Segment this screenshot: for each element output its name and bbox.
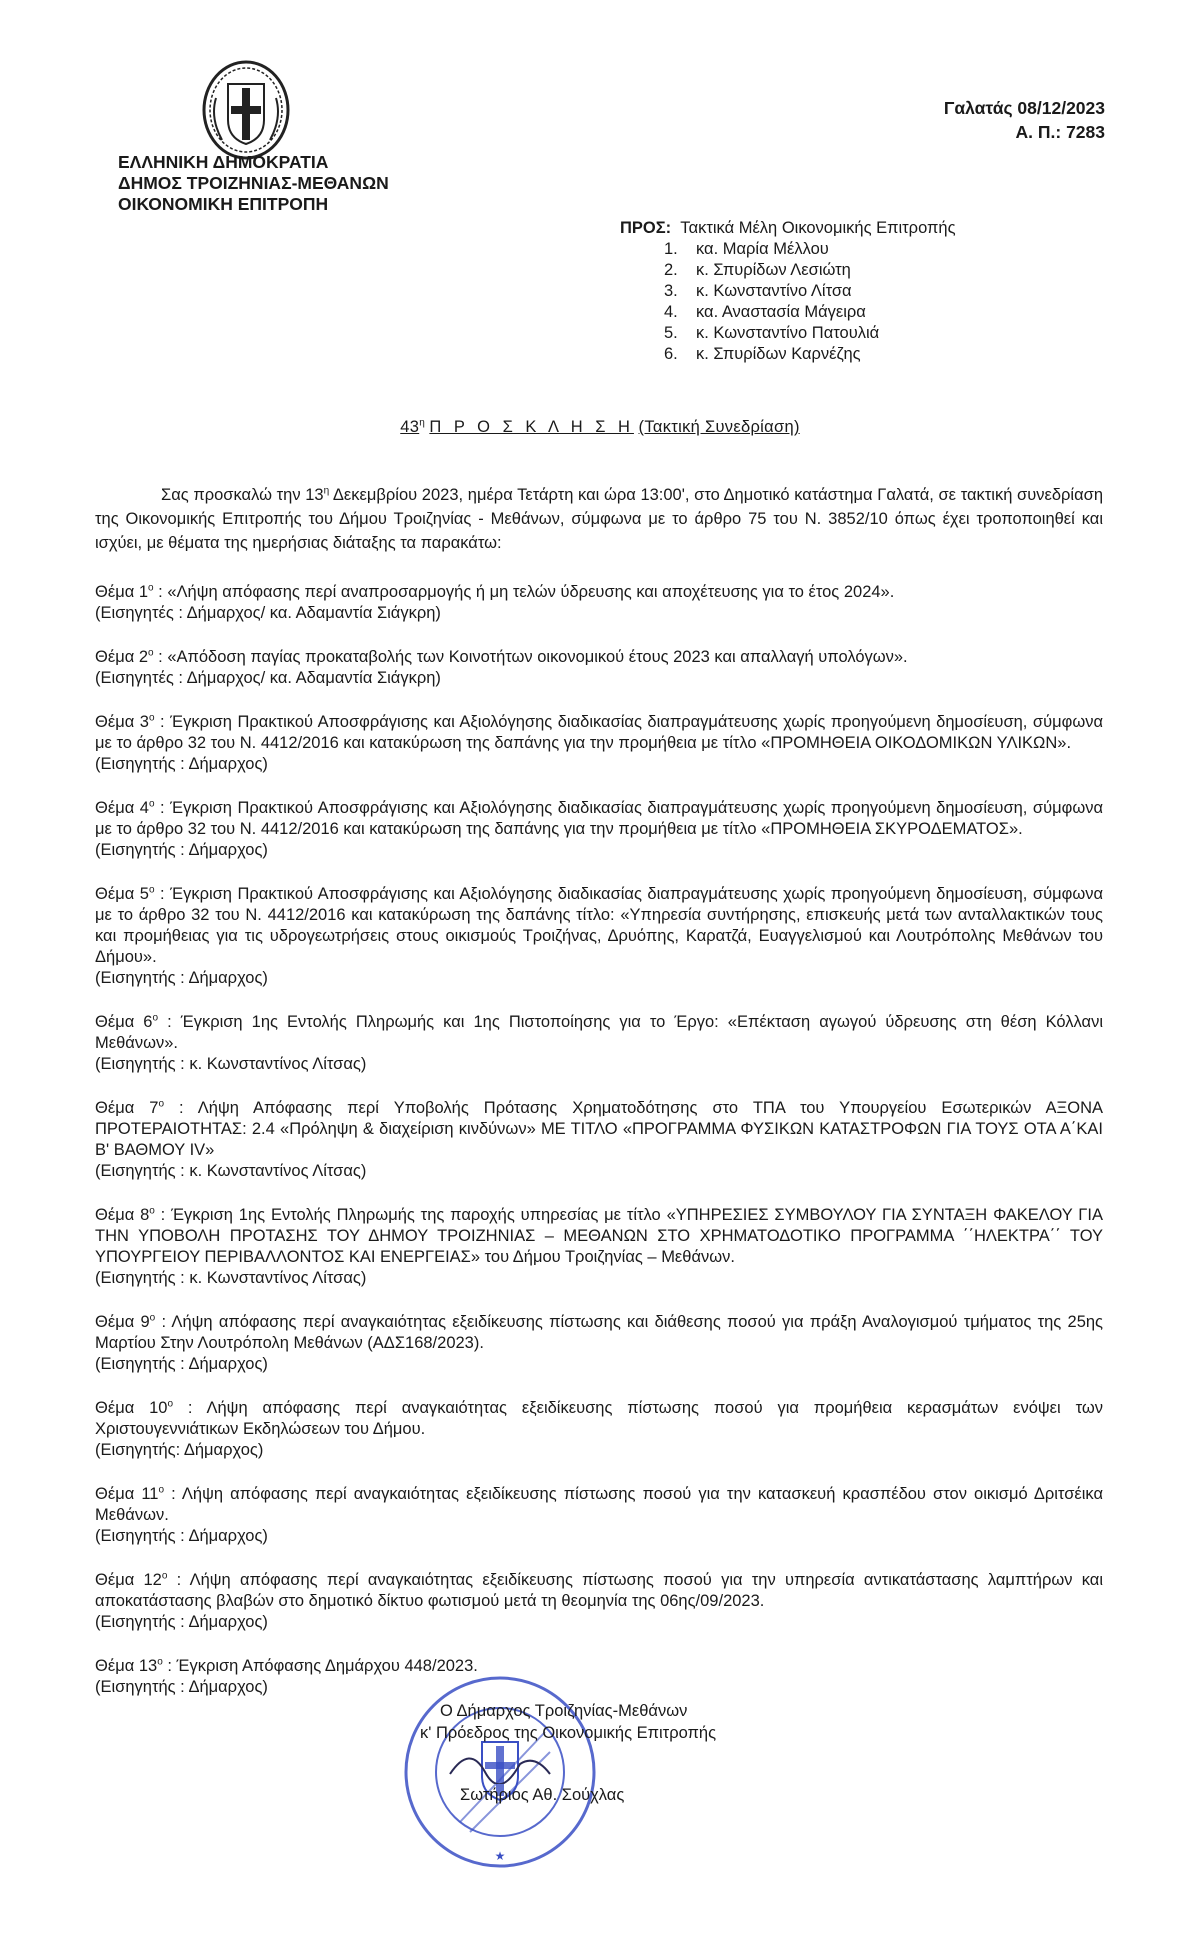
- topic-label: Θέμα 13: [95, 1657, 158, 1675]
- topic-label: Θέμα 12: [95, 1571, 162, 1589]
- recipient-item: [620, 302, 956, 323]
- date-protocol-block: [944, 96, 1105, 144]
- topic-label: Θέμα 6: [95, 1013, 153, 1031]
- topic-body: : Λήψη απόφασης περί αναγκαιότητας εξειδίκευσης πίστωσης ποσού για την κατασκευή κρασπέδου στον οικισμό Δριτσέικα Μεθάνων.: [95, 1485, 1104, 1524]
- topic-rapporteur: (Εισηγητής : κ. Κωνσταντίνος Λίτσας): [95, 1269, 367, 1287]
- topic-label-sup: ο: [152, 1012, 159, 1024]
- agenda-topic: [95, 1484, 1103, 1547]
- topic-label-sup: ο: [149, 1205, 155, 1217]
- topic-label: Θέμα 2: [95, 648, 148, 666]
- protocol-number: Α. Π.: 7283: [1015, 122, 1105, 142]
- topic-label-sup: ο: [157, 1656, 163, 1668]
- signature-line-2: κ' Πρόεδρος της Οικονομικής Επιτροπής: [420, 1724, 717, 1742]
- topic-text: [95, 1098, 1103, 1161]
- agenda-topic: [95, 1098, 1103, 1182]
- topic-label-sup: ο: [148, 798, 155, 810]
- recipient-number: 5.: [664, 324, 678, 342]
- agenda-topic: [95, 1012, 1103, 1075]
- topic-label-sup: ο: [158, 1098, 165, 1110]
- recipient-name: κ. Κωνσταντίνο Λίτσα: [696, 282, 852, 300]
- topic-text: [95, 1312, 1103, 1354]
- topic-label: Θέμα 7: [95, 1099, 159, 1117]
- topic-rapporteur: (Εισηγητής : Δήμαρχος): [95, 969, 268, 987]
- recipients-title: Τακτικά Μέλη Οικονομικής Επιτροπής: [680, 219, 956, 237]
- recipients-block: [620, 218, 956, 365]
- topic-label-sup: ο: [149, 1312, 156, 1324]
- agenda-topic: [95, 712, 1103, 775]
- topic-body: : «Λήψη απόφασης περί αναπροσαρμογής ή μη τελών ύδρευσης και αποχέτευσης για το έτος 2024».: [153, 583, 895, 601]
- recipient-name: κα. Αναστασία Μάγειρα: [696, 303, 866, 321]
- issuer-block: [118, 152, 389, 215]
- agenda-topic: [95, 582, 1103, 624]
- topic-label: Θέμα 10: [95, 1399, 168, 1417]
- recipient-number: 3.: [664, 282, 678, 300]
- topic-text: [95, 1570, 1103, 1612]
- intro-paragraph: [95, 483, 1103, 555]
- topic-label-sup: ο: [148, 712, 155, 724]
- signature-line-1: Ο Δήμαρχος Τροιζηνίας-Μεθάνων: [440, 1702, 688, 1720]
- agenda-topic: [95, 1570, 1103, 1633]
- topic-rapporteur: (Εισηγητής : Δήμαρχος): [95, 1355, 268, 1373]
- recipient-item: [620, 344, 956, 365]
- recipients-label: ΠΡΟΣ:: [620, 219, 672, 237]
- topic-rapporteur: (Εισηγητής : Δήμαρχος): [95, 1527, 268, 1545]
- topic-body: : Έγκριση Πρακτικού Αποσφράγισης και Αξιολόγησης διαδικασίας διαπραγμάτευσης χωρίς προηγούμενη δημοσίευση, σύμφωνα με το άρθρο 32 του Ν. 4412/2016 και κατακύρωση της δαπάνης τίτλο: «Υπηρεσία συντήρησης, επισκευής μετά των ανταλλακτικών τους και προμήθειας για τις υδρογεωτρήσεις στους οικισμούς Τροιζήνας, Δρυόπης, Καρατζά, Ευαγγελισμού και Λουτρόπολης Μεθάνων του Δήμου».: [95, 885, 1103, 966]
- recipient-number: 1.: [664, 240, 678, 258]
- topic-label-sup: ο: [167, 1398, 174, 1410]
- topic-rapporteur: (Εισηγητής : Δήμαρχος): [95, 1678, 268, 1696]
- topic-text: [95, 582, 1103, 603]
- topic-body: : Έγκριση Απόφασης Δημάρχου 448/2023.: [162, 1657, 478, 1675]
- agenda-topic: [95, 1205, 1103, 1289]
- recipients-list: [620, 239, 956, 365]
- recipient-item: [620, 239, 956, 260]
- recipient-item: [620, 281, 956, 302]
- intro-text-a: Σας προσκαλώ την 13: [161, 486, 324, 504]
- coat-of-arms-emblem: [200, 58, 292, 162]
- intro-sup: η: [323, 485, 330, 497]
- issuer-line-3: ΟΙΚΟΝΟΜΙΚΗ ΕΠΙΤΡΟΠΗ: [118, 194, 329, 214]
- title-sup: η: [419, 417, 425, 429]
- topic-label-sup: ο: [158, 1484, 165, 1496]
- recipient-number: 6.: [664, 345, 678, 363]
- topic-body: : Λήψη απόφασης περί αναγκαιότητας εξειδίκευσης πίστωσης και διάθεσης ποσού για πράξη Αναλογισμού τμήματος της 25ης Μαρτίου Στην Λουτρόπολη Μεθάνων (ΑΔΣ168/2023).: [95, 1313, 1103, 1352]
- topic-label-sup: ο: [148, 647, 154, 659]
- topic-body: : Λήψη απόφασης περί αναγκαιότητας εξειδίκευσης πίστωσης ποσού για προμήθεια κερασμάτων ενόψει των Χριστουγεννιάτικων Εκδηλώσεων του Δήμου.: [95, 1399, 1103, 1438]
- topic-rapporteur: (Εισηγητής : Δήμαρχος): [95, 841, 268, 859]
- topic-rapporteur: (Εισηγητές : Δήμαρχος/ κα. Αδαμαντία Σιάγκρη): [95, 669, 441, 687]
- signature-block: [420, 1700, 717, 1806]
- topic-label: Θέμα 5: [95, 885, 149, 903]
- recipient-number: 2.: [664, 261, 678, 279]
- agenda-topic: [95, 798, 1103, 861]
- topic-rapporteur: (Εισηγητής : Δήμαρχος): [95, 755, 268, 773]
- topic-body: : Έγκριση Πρακτικού Αποσφράγισης και Αξιολόγησης διαδικασίας διαπραγμάτευσης χωρίς προηγούμενη δημοσίευση, σύμφωνα με το άρθρο 32 του Ν. 4412/2016 και κατακύρωση της δαπάνης για την προμήθεια με τίτλο «ΠΡΟΜΗΘΕΙΑ ΣΚΥΡΟΔΕΜΑΤΟΣ».: [95, 799, 1103, 838]
- recipient-number: 4.: [664, 303, 678, 321]
- topic-body: : Έγκριση Πρακτικού Αποσφράγισης και Αξιολόγησης διαδικασίας διαπραγμάτευσης χωρίς προηγούμενη δημοσίευση, σύμφωνα με το άρθρο 32 του Ν. 4412/2016 και κατακύρωση της δαπάνης για την προμήθεια με τίτλο «ΠΡΟΜΗΘΕΙΑ ΟΙΚΟΔΟΜΙΚΩΝ ΥΛΙΚΩΝ».: [95, 713, 1103, 752]
- topic-label: Θέμα 9: [95, 1313, 150, 1331]
- recipients-heading: [620, 218, 956, 239]
- recipient-name: κα. Μαρία Μέλλου: [696, 240, 829, 258]
- recipient-name: κ. Κωνσταντίνο Πατουλιά: [696, 324, 880, 342]
- topic-body: : «Απόδοση παγίας προκαταβολής των Κοινοτήτων οικονομικού έτους 2023 και απαλλαγή υπολόγων».: [153, 648, 908, 666]
- signature-scribble: [440, 1744, 716, 1784]
- topic-text: [95, 884, 1103, 968]
- agenda-topic: [95, 884, 1103, 989]
- svg-text:★: ★: [494, 1849, 506, 1863]
- topic-label: Θέμα 3: [95, 713, 149, 731]
- agenda-topic: [95, 1312, 1103, 1375]
- topic-body: : Λήψη απόφασης περί αναγκαιότητας εξειδίκευσης πίστωσης ποσού για την υπηρεσία αντικατάστασης λαμπτήρων και αποκατάστασης βλαβών στο δημοτικό δίκτυο φωτισμού μετά τη θεομηνία της 06ης/09/2023.: [95, 1571, 1103, 1610]
- topic-label-sup: ο: [161, 1570, 168, 1582]
- title-number: 43: [400, 418, 420, 436]
- topic-label-sup: ο: [148, 582, 154, 594]
- topic-label: Θέμα 11: [95, 1485, 159, 1503]
- topic-label: Θέμα 8: [95, 1206, 150, 1224]
- title-subtitle: (Τακτική Συνεδρίαση): [638, 418, 800, 436]
- topic-body: : Έγκριση 1ης Εντολής Πληρωμής της παροχής υπηρεσίας με τίτλο «ΥΠΗΡΕΣΙΕΣ ΣΥΜΒΟΥΛΟΥ ΓΙΑ ΣΥΝΤΑΞΗ ΦΑΚΕΛΟΥ ΓΙΑ ΤΗΝ ΥΠΟΒΟΛΗ ΠΡΟΤΑΣΗΣ ΤΟΥ ΔΗΜΟΥ ΤΡΟΙΖΗΝΙΑΣ – ΜΕΘΑΝΩΝ ΣΤΟ ΧΡΗΜΑΤΟΔΟΤΙΚΟ ΠΡΟΓΡΑΜΜΑ ΄΄ΗΛΕΚΤΡΑ΄΄ ΤΟΥ ΥΠΟΥΡΓΕΙΟΥ ΠΕΡΙΒΑΛΛΟΝΤΟΣ ΚΑΙ ΕΝΕΡΓΕΙΑΣ» του Δήμου Τροιζηνίας – Μεθάνων.: [95, 1206, 1103, 1266]
- topic-text: [95, 798, 1103, 840]
- topic-rapporteur: (Εισηγητής : κ. Κωνσταντίνος Λίτσας): [95, 1055, 367, 1073]
- recipient-item: [620, 323, 956, 344]
- document-date: Γαλατάς 08/12/2023: [943, 98, 1105, 118]
- topic-label: Θέμα 4: [95, 799, 149, 817]
- topic-rapporteur: (Εισηγητής : Δήμαρχος): [95, 1613, 268, 1631]
- intro-text-b: Δεκεμβρίου 2023, ημέρα Τετάρτη και ώρα 13:00', στο Δημοτικό κατάστημα Γαλατά, σε τακτική συνεδρίαση της Οικονομικής Επιτροπής του Δήμου Τροιζηνίας - Μεθάνων, σύμφωνα με το άρθρο 75 του Ν. 3852/10 όπως έχει τροποποιηθεί και ισχύει, με θέματα της ημερήσιας διάταξης τα παρακάτω:: [95, 486, 1103, 552]
- agenda-topics: [95, 582, 1103, 1721]
- signatory-name: Σωτήριος Αθ. Σούχλας: [460, 1786, 625, 1804]
- topic-text: [95, 647, 1103, 668]
- topic-rapporteur: (Εισηγητής: Δήμαρχος): [95, 1441, 264, 1459]
- document-title: [0, 418, 1200, 437]
- recipient-name: κ. Σπυρίδων Λεσιώτη: [696, 261, 851, 279]
- recipient-name: κ. Σπυρίδων Καρνέζης: [696, 345, 861, 363]
- topic-text: [95, 1398, 1103, 1440]
- agenda-topic: [95, 1398, 1103, 1461]
- topic-label-sup: ο: [148, 884, 155, 896]
- topic-rapporteur: (Εισηγητές : Δήμαρχος/ κα. Αδαμαντία Σιάγκρη): [95, 604, 441, 622]
- topic-text: [95, 712, 1103, 754]
- topic-body: : Έγκριση 1ης Εντολής Πληρωμής και 1ης Πιστοποίησης για το Έργο: «Επέκταση αγωγού ύδρευσης στη θέση Κόλλανι Μεθάνων».: [95, 1013, 1104, 1052]
- topic-text: [95, 1484, 1103, 1526]
- recipient-item: [620, 260, 956, 281]
- topic-rapporteur: (Εισηγητής : κ. Κωνσταντίνος Λίτσας): [95, 1162, 367, 1180]
- agenda-topic: [95, 647, 1103, 689]
- topic-body: : Λήψη Απόφασης περί Υποβολής Πρότασης Χρηματοδότησης στο ΤΠΑ του Υπουργείου Εσωτερικών ΑΞΟΝΑ ΠΡΟΤΕΡΑΙΟΤΗΤΑΣ: 2.4 «Πρόληψη & διαχείριση κινδύνων» ΜΕ ΤΙΤΛΟ «ΠΡΟΓΡΑΜΜΑ ΦΥΣΙΚΩΝ ΚΑΤΑΣΤΡΟΦΩΝ ΓΙΑ ΤΟΥΣ ΟΤΑ Α΄ΚΑΙ Β' ΒΑΘΜΟΥ IV»: [95, 1099, 1103, 1159]
- issuer-line-2: ΔΗΜΟΣ ΤΡΟΙΖΗΝΙΑΣ-ΜΕΘΑΝΩΝ: [118, 173, 389, 193]
- topic-text: [95, 1205, 1103, 1268]
- topic-text: [95, 1012, 1103, 1054]
- issuer-line-1: ΕΛΛΗΝΙΚΗ ΔΗΜΟΚΡΑΤΙΑ: [118, 152, 329, 172]
- topic-label: Θέμα 1: [95, 583, 148, 601]
- title-word: Π Ρ Ο Σ Κ Λ Η Σ Η: [429, 418, 634, 436]
